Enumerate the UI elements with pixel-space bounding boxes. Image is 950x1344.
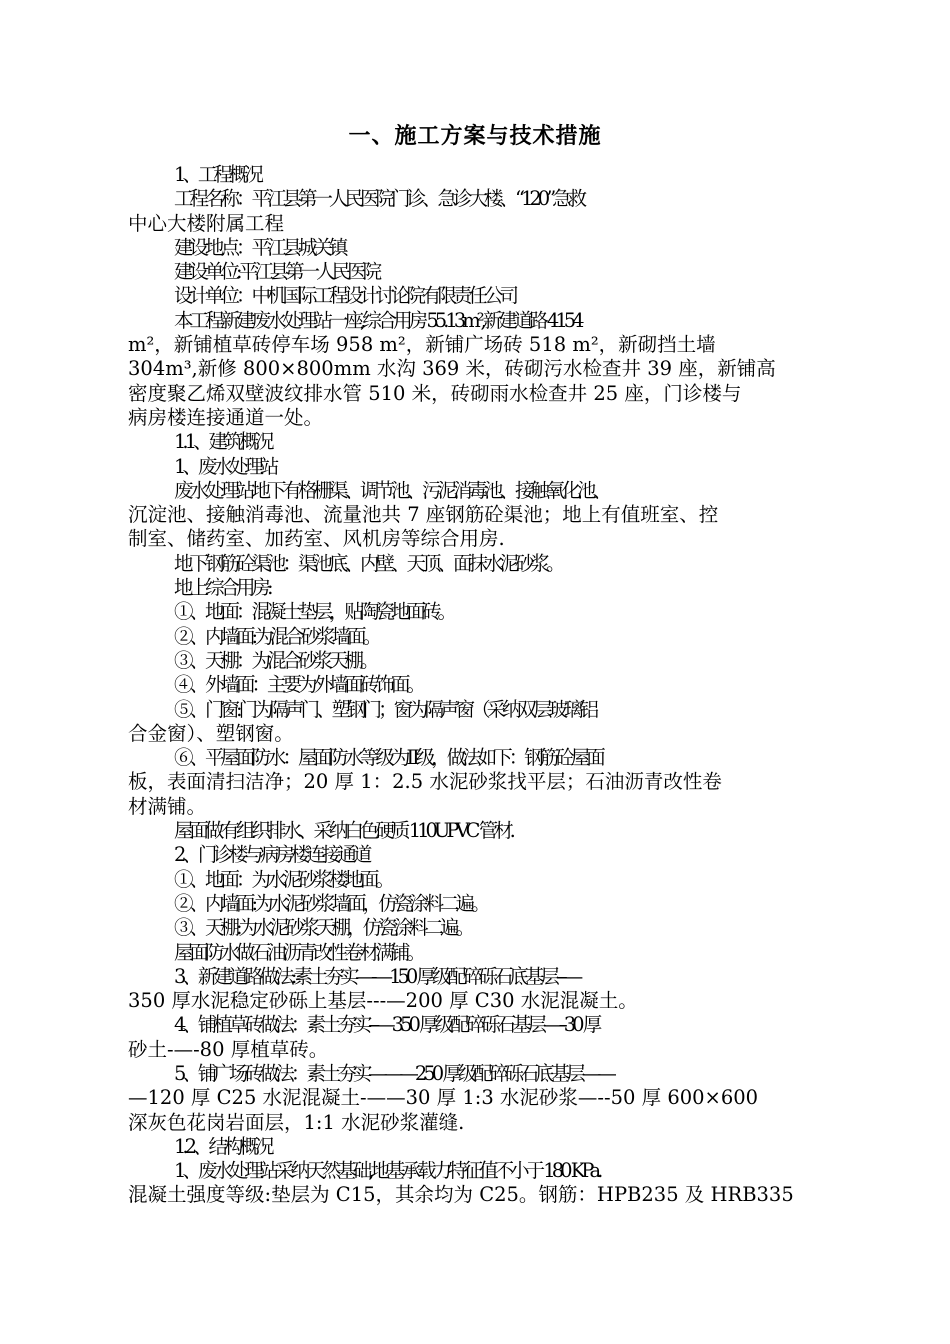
text-line: ③、天棚:为水泥砂浆天棚，仿瓷涂料二遍。 [174, 916, 472, 940]
text-line: 屋面做有组织排水、采纳白色硬质 110UPVC 管材. [174, 819, 512, 843]
text-line: 建设单位:平江县第一人民医院 [174, 260, 379, 284]
text-line: ①、地面：为水泥砂浆楼地面。 [174, 867, 392, 891]
text-line: 1、废水处理站采纳天然基础,地基承载力特征值不小于 180 KPa. [174, 1159, 600, 1183]
text-line: 废水处理站地下有格栅渠、调节池、污泥消毒池、接触氧化池、 [174, 478, 609, 502]
text-line: ③、天棚：为混合砂浆天棚。 [174, 648, 376, 672]
text-line: ④、外墙面：主要为外墙面砖饰面。 [174, 673, 423, 697]
text-line: 混凝土强度等级:垫层为 C15，其余均为 C25。钢筋：HPB235 及 HRB335 [128, 1183, 794, 1207]
text-line: 1、工程概况 [174, 163, 260, 186]
text-line: 材满铺。 [128, 794, 207, 818]
text-line: —120 厚 C25 水泥混凝土-——30 厚 1:3 水泥砂浆—--50 厚 600×600 [128, 1086, 759, 1110]
text-line: 砂土-—-80 厚植草砖。 [128, 1037, 329, 1061]
text-line: 1、废水处理站 [174, 454, 276, 478]
text-line: 地上综合用房: [174, 576, 270, 600]
text-line: 工程名称：平江县第一人民医院门诊、急诊大楼、“120”急救 [174, 187, 584, 211]
text-line: 4、铺植草砖做法：素土夯实---—350 厚级配碎砾石基层—--30 厚 [174, 1013, 599, 1037]
text-line: 深灰色花岗岩面层，1:1 水泥砂浆灌缝. [128, 1110, 465, 1134]
text-line: 建设地点：平江县城关镇 [174, 235, 345, 259]
text-line: m²，新铺植草砖停车场 958 m²，新铺广场砖 518 m²，新砌挡土墙 [128, 333, 716, 357]
text-line: 密度聚乙烯双壁波纹排水管 510 米，砖砌雨水检查井 25 座，门诊楼与 [128, 381, 742, 405]
text-line: 中心大楼附属工程 [128, 211, 285, 235]
text-line: ⑥、平屋面防水：屋面防水等级为Ⅱ级，做法如下：钢筋砼屋面 [174, 746, 602, 770]
text-line: ②、内墙面:为混合砂浆墙面。 [174, 624, 379, 648]
text-line: 304m³,新修 800×800mm 水沟 369 米，砖砌污水检查井 39 座，新铺高 [128, 357, 776, 381]
text-line: 350 厚水泥稳定砂砾上基层---—200 厚 C30 水泥混凝土。 [128, 989, 638, 1013]
text-line: 制室、储药室、加药室、风机房等综合用房. [128, 527, 505, 551]
text-line: 板，表面清扫洁净；20 厚 1：2.5 水泥砂浆找平层；石油沥青改性卷 [128, 770, 722, 794]
text-line: 5、铺广场砖做法：素土夯实———250 厚级配碎砾石底基层—— [174, 1061, 613, 1085]
text-line: 本工程新建废水处理站一座,综合用房 55.13m²,新建道路 4154 [174, 308, 581, 332]
text-line: 设计单位：中机国际工程设计讨论院有限责任公司 [174, 284, 516, 308]
document-title: 一、施工方案与技术措施 [348, 123, 602, 149]
text-line: 病房楼连接通道一处。 [128, 405, 324, 429]
text-line: 2、门诊楼与病房楼连接通道 [174, 843, 369, 867]
document-body [128, 163, 856, 1208]
text-line: 1.1、建筑概况 [174, 430, 271, 454]
text-line: 1.2、结构概况 [174, 1134, 271, 1158]
text-line: ⑤、门窗:门为隔声门、塑钢门；窗为隔声窗（采纳双层玻璃铝 [174, 697, 596, 721]
text-line: 地下钢筋砼渠池：渠池底、内壁、天顶、面抹水泥砂浆。 [174, 551, 562, 575]
text-line: ①、地面：混凝土垫层，贴陶瓷地面砖。 [174, 600, 454, 624]
text-line: 合金窗）、塑钢窗。 [128, 721, 294, 745]
text-line: ②、内墙面:为水泥砂浆墙面，仿瓷涂料二遍。 [174, 891, 487, 915]
text-line: 3、新建道路做法:素土夯实—-—150 厚级配碎砾石底基层---— [174, 964, 580, 988]
text-line: 沉淀池、接触消毒池、流量池共 7 座钢筋砼渠池；地上有值班室、控 [128, 503, 719, 527]
text-line: 屋面防水做石油沥青改性卷材满铺。 [174, 940, 423, 964]
